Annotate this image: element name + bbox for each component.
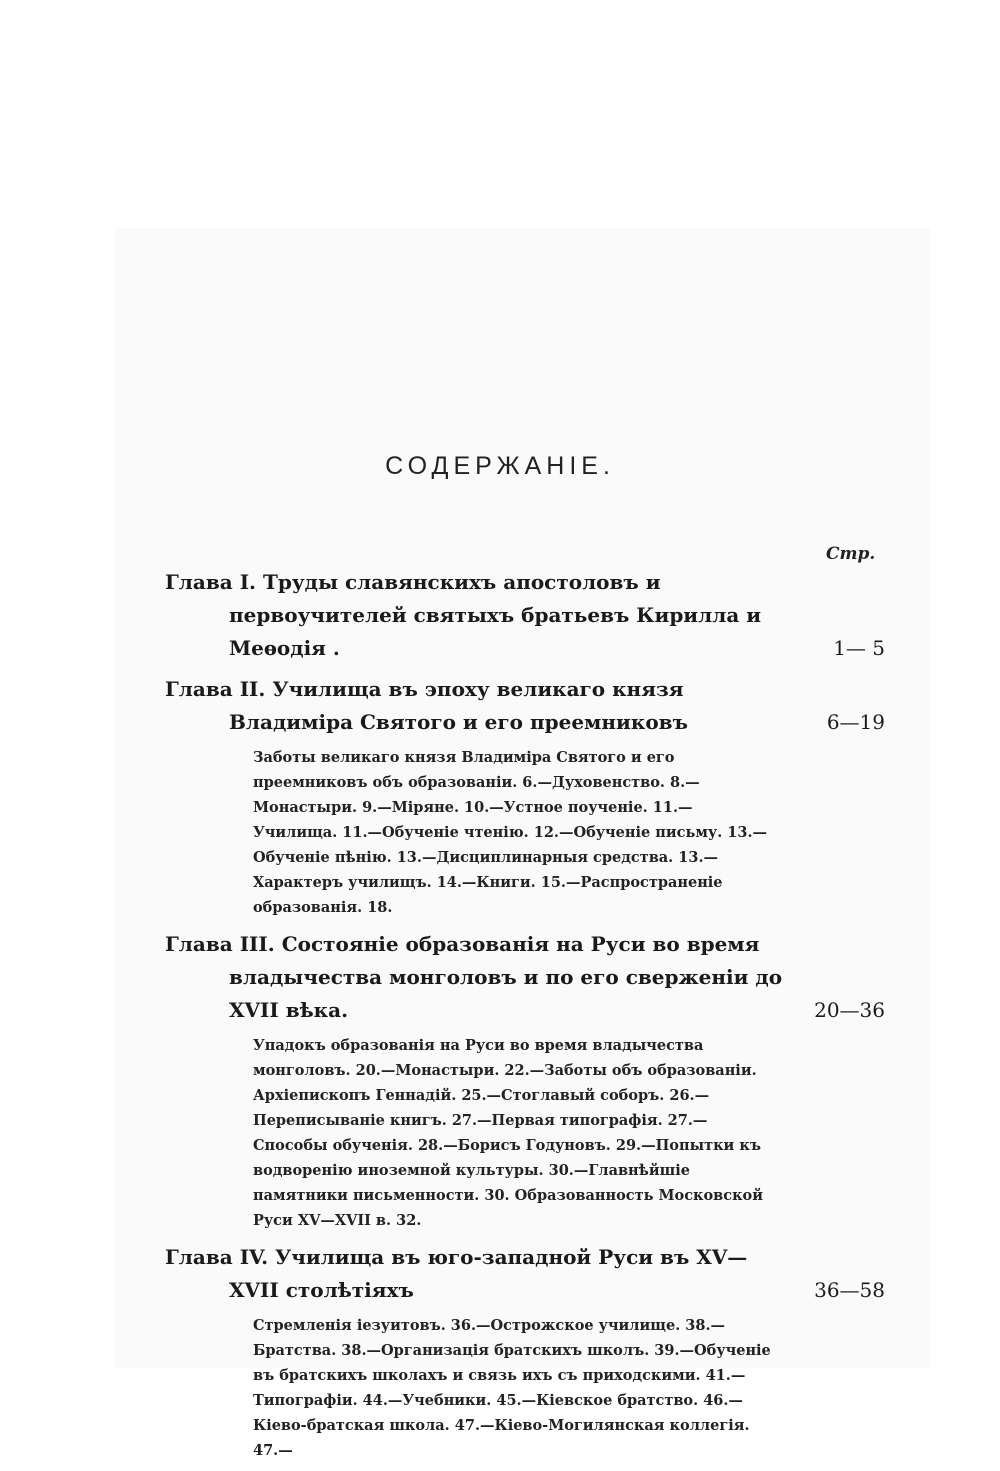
chapter-label: Глава I. [165, 570, 257, 594]
toc-chapter-1 [165, 566, 885, 665]
chapter-heading [165, 928, 885, 1027]
chapter-page-range: 36—58 [814, 1278, 885, 1302]
table-of-contents [165, 566, 885, 1471]
chapter-summary: Стремленія іезуитовъ. 36.—Острожское училище. 38.—Братства. 38.—Организація братскихъ школъ. 39.—Обученіе въ братскихъ школахъ и связь ихъ съ приходскими. 41.—Типографіи. 44.—Учебники. 45.—Кіевское братство. 46.—Кіево-братская школа. 47.—Кіево-Могилянская коллегія. 47.— [253, 1317, 771, 1459]
chapter-page-range: 1— 5 [833, 636, 885, 660]
toc-chapter-3 [165, 928, 885, 1233]
chapter-label: Глава II. [165, 677, 266, 701]
chapter-title: Труды славянскихъ апостоловъ и первоучителей святыхъ братьевъ Кирилла и Меѳодія . [229, 570, 762, 660]
toc-chapter-2 [165, 673, 885, 920]
chapter-heading-text [165, 928, 793, 1027]
toc-chapter-4 [165, 1241, 885, 1463]
chapter-label: Глава III. [165, 932, 275, 956]
chapter-title: Училища въ эпоху великаго князя Владиміра Святого и его преемниковъ [229, 677, 688, 734]
chapter-page-range: 20—36 [814, 998, 885, 1022]
pages-column-header: Стр. [826, 544, 876, 564]
chapter-title: Состояніе образованія на Руси во время владычества монголовъ и по его сверженіи до XVII вѣка. [229, 932, 783, 1022]
chapter-heading-text [165, 1241, 793, 1307]
chapter-heading [165, 1241, 885, 1307]
chapter-title: Училища въ юго-западной Руси въ XV—XVII столѣтіяхъ [229, 1245, 748, 1302]
chapter-summary: Заботы великаго князя Владиміра Святого и его преемниковъ объ образованіи. 6.—Духовенство. 8.—Монастыри. 9.—Міряне. 10.—Устное поученіе. 11.—Училища. 11.—Обученіе чтенію. 12.—Обученіе письму. 13.—Обученіе пѣнію. 13.—Дисциплинарныя средства. 13.—Характеръ училищъ. 14.—Книги. 15.—Распространеніе образованія. 18. [253, 749, 768, 916]
page-title: СОДЕРЖАНІЕ. [385, 452, 615, 480]
chapter-heading-text [165, 673, 793, 739]
chapter-heading [165, 673, 885, 739]
chapter-heading-text [165, 566, 793, 665]
chapter-label: Глава IV. [165, 1245, 269, 1269]
chapter-page-range: 6—19 [826, 710, 885, 734]
chapter-summary: Упадокъ образованія на Руси во время владычества монголовъ. 20.—Монастыри. 22.—Заботы объ образованіи. Архіепископъ Геннадій. 25.—Стоглавый соборъ. 26.—Переписываніе книгъ. 27.—Первая типографія. 27.—Способы обученія. 28.—Борисъ Годуновъ. 29.—Попытки къ водворенію иноземной культуры. 30.—Главнѣйшіе памятники письменности. 30. Образованность Московской Руси XV—XVII в. 32. [253, 1037, 763, 1229]
chapter-heading [165, 566, 885, 665]
